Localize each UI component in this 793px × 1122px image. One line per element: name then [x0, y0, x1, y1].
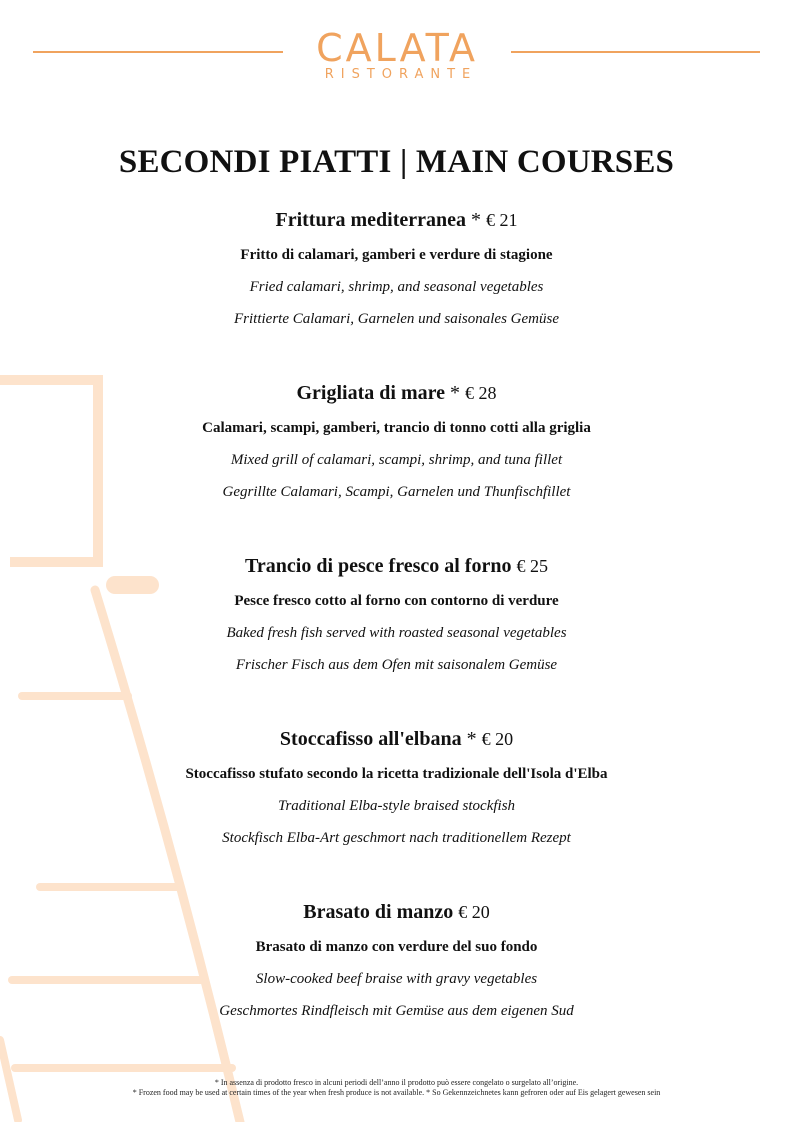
section-title: SECONDI PIATTI | MAIN COURSES: [118, 144, 675, 180]
dish-price: € 25: [516, 556, 548, 576]
restaurant-subtitle: RISTORANTE: [324, 67, 478, 82]
dish-description-italian: Calamari, scampi, gamberi, trancio di tonno cotti alla griglia: [202, 420, 591, 436]
header-rule-left: [33, 51, 283, 53]
dish-name: Frittura mediterranea: [275, 209, 466, 231]
dish-price: € 20: [458, 902, 490, 922]
dish-heading: [0, 554, 793, 578]
menu-item-grigliata: [0, 381, 793, 501]
dish-description-italian: Fritto di calamari, gamberi e verdure di stagione: [240, 247, 553, 263]
dish-name: Brasato di manzo: [303, 901, 454, 923]
dish-description-german: Frittierte Calamari, Garnelen und saisonales Gemüse: [234, 311, 559, 327]
dish-heading: [0, 381, 793, 405]
dish-description-english: Slow-cooked beef braise with gravy vegetables: [255, 971, 538, 987]
restaurant-logo: [283, 28, 511, 82]
dish-price: € 21: [485, 210, 518, 230]
menu-item-trancio: [0, 554, 793, 674]
dish-name: Stoccafisso all'elbana: [279, 728, 462, 750]
dish-description-german: Geschmortes Rindfleisch mit Gemüse aus dem eigenen Sud: [219, 1003, 574, 1019]
dish-description-english: Baked fresh fish served with roasted seasonal vegetables: [226, 625, 567, 641]
dish-name: Grigliata di mare: [296, 382, 445, 404]
dish-heading: [0, 208, 793, 232]
dish-description-english: Mixed grill of calamari, scampi, shrimp, and tuna fillet: [230, 452, 563, 468]
dish-heading: [0, 900, 793, 924]
dish-name: Trancio di pesce fresco al forno: [245, 555, 512, 577]
dish-description-english: Traditional Elba-style braised stockfish: [277, 798, 516, 814]
dish-description-italian: Pesce fresco cotto al forno con contorno di verdure: [234, 593, 559, 609]
dish-heading: [0, 727, 793, 751]
footnote-english-german: * Frozen food may be used at certain times of the year when fresh produce is not available. * So Gekennzeichnetes kann gefroren oder auf Eis gelagert gewesen sein: [132, 1088, 661, 1097]
frozen-mark: *: [450, 382, 460, 404]
dish-description-german: Stockfisch Elba-Art geschmort nach traditionellem Rezept: [222, 830, 571, 846]
menu-item-brasato: [0, 900, 793, 1020]
dish-price: € 20: [481, 729, 514, 749]
frozen-mark: *: [466, 728, 477, 750]
menu-item-stoccafisso: [0, 727, 793, 847]
dish-price: € 28: [465, 383, 497, 403]
dish-description-english: Fried calamari, shrimp, and seasonal vegetables: [249, 279, 544, 295]
frozen-mark: *: [470, 209, 481, 231]
footnote-italian: * In assenza di prodotto fresco in alcuni periodi dell’anno il prodotto può essere congelato o surgelato all’origine.: [214, 1078, 579, 1087]
dish-description-german: Frischer Fisch aus dem Ofen mit saisonalem Gemüse: [235, 657, 558, 673]
header-rule-right: [511, 51, 760, 53]
dish-description-german: Gegrillte Calamari, Scampi, Garnelen und Thunfischfillet: [222, 484, 571, 500]
dish-description-italian: Stoccafisso stufato secondo la ricetta tradizionale dell'Isola d'Elba: [185, 766, 608, 782]
menu-item-frittura: [0, 208, 793, 328]
restaurant-name: CALATA: [316, 26, 478, 70]
dish-description-italian: Brasato di manzo con verdure del suo fondo: [255, 939, 538, 955]
footnotes: [0, 1078, 793, 1098]
